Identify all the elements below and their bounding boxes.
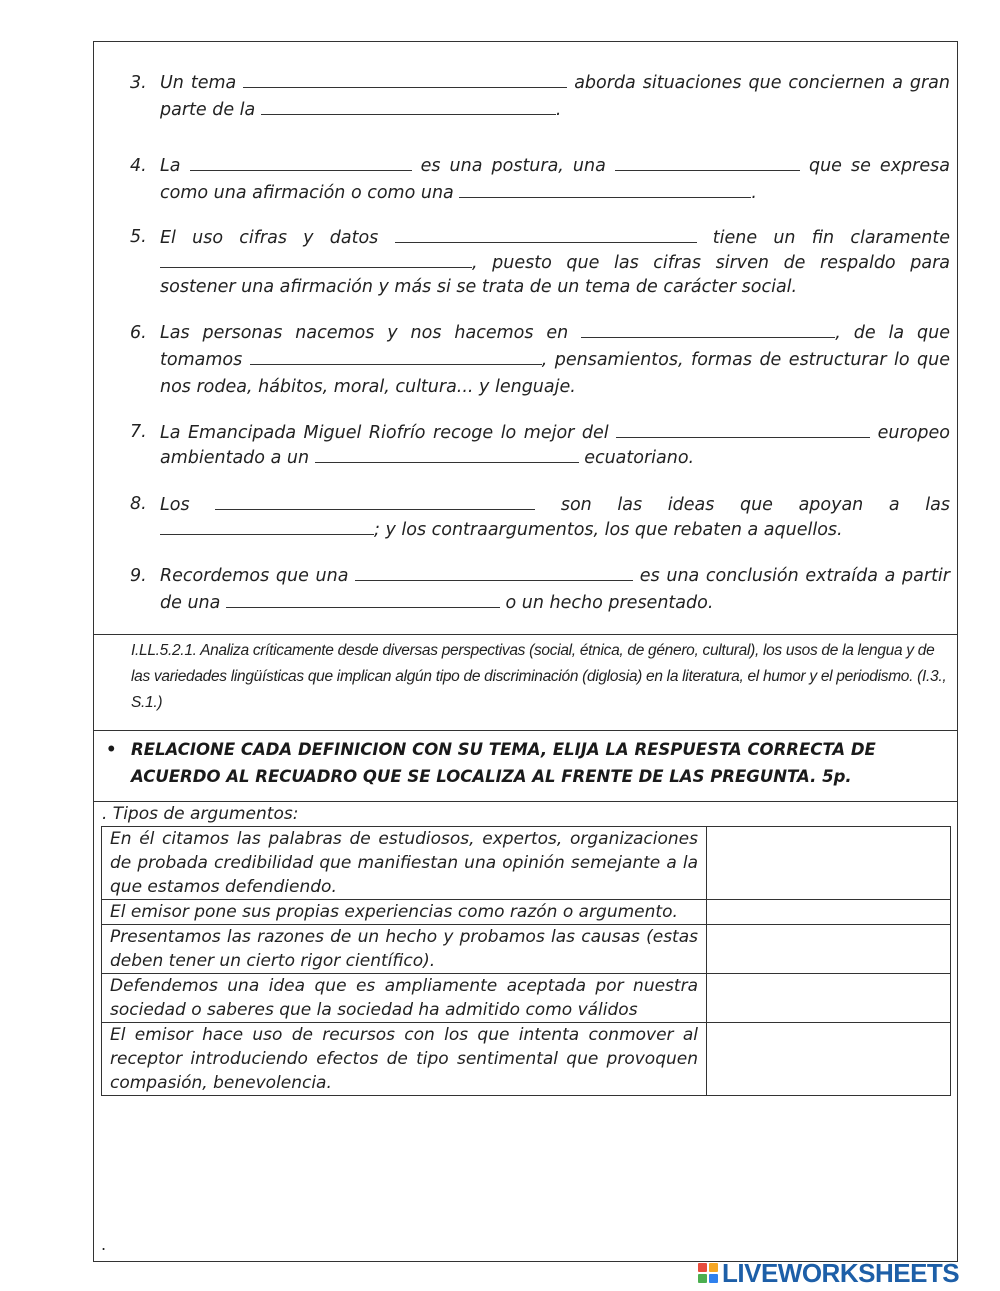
section-divider [94,730,957,731]
question-7 [130,420,950,470]
answer-blank[interactable] [315,445,579,463]
question-number: 8. [130,494,147,514]
question-6 [130,320,950,401]
table-row [102,827,951,900]
answer-blank[interactable] [261,97,556,115]
question-text: . [555,100,562,120]
section-divider [94,801,957,802]
question-text: , de la que tomamos [160,323,950,370]
question-text: . [751,183,757,203]
question-text: tiene un fin claramente [712,228,950,248]
question-text: que se expresa como una afirmación o como una [160,156,950,203]
worksheet-frame [93,41,958,1262]
section-divider [94,634,957,635]
question-text: es una postura, una [420,156,606,176]
question-text: La Emancipada Miguel Riofrío recoge lo mejor del [160,423,609,443]
answer-blank[interactable] [395,225,697,243]
answer-blank[interactable] [160,250,472,268]
question-text: La [160,156,181,176]
answer-blank[interactable] [190,153,412,171]
question-9 [130,563,950,617]
question-text: Las personas nacemos y nos hacemos en [160,323,569,343]
logo-tiles-icon [698,1263,718,1283]
definition-cell: Defendemos una idea que es ampliamente aceptada por nuestra sociedad o saberes que la sociedad ha admitido como válidos [102,974,707,1023]
table-title: . Tipos de argumentos: [102,804,299,824]
answer-cell[interactable] [707,900,951,925]
answer-blank[interactable] [215,492,535,510]
table-row [102,925,951,974]
answer-blank[interactable] [226,590,500,608]
question-text: Recordemos que una [160,566,349,586]
question-text: Los [160,495,190,515]
question-number: 3. [130,73,147,93]
question-text: El uso cifras y datos [160,228,379,248]
instruction [104,736,944,790]
question-text: es una conclusión extraída a partir de una [160,566,950,613]
answer-blank[interactable] [160,517,374,535]
question-number: 7. [130,422,147,442]
definition-cell: Presentamos las razones de un hecho y probamos las causas (estas deben tener un cierto rigor científico). [102,925,707,974]
answer-cell[interactable] [707,925,951,974]
question-number: 4. [130,156,147,176]
bullet-icon: • [106,740,117,759]
question-8 [130,492,950,542]
answer-cell[interactable] [707,1023,951,1096]
answer-blank[interactable] [459,180,751,198]
answer-blank[interactable] [615,153,800,171]
table-row [102,1023,951,1096]
liveworksheets-logo[interactable] [698,1259,994,1287]
answer-cell[interactable] [707,827,951,900]
answer-blank[interactable] [250,347,542,365]
answer-blank[interactable] [616,420,870,438]
brand-name: LIVEWORKSHEETS [722,1258,960,1288]
answer-blank[interactable] [243,70,567,88]
instruction-text: RELACIONE CADA DEFINICION CON SU TEMA, ELIJA LA RESPUESTA CORRECTA DE ACUERDO AL RECUADRO QUE SE LOCALIZA AL FRENTE DE LAS PREGUNTA. 5p. [131,740,876,786]
answer-cell[interactable] [707,974,951,1023]
definition-cell: El emisor hace uso de recursos con los que intenta conmover al receptor introduciendo efectos de tipo sentimental que provoquen compasión, benevolencia. [102,1023,707,1096]
question-text: Un tema [160,73,237,93]
question-text: europeo ambientado a un [160,423,950,468]
definition-cell: El emisor pone sus propias experiencias como razón o argumento. [102,900,707,925]
arguments-table [101,826,951,1096]
question-3 [130,70,950,124]
question-text: , puesto que las cifras sirven de respaldo para sostener una afirmación y más si se trata de un tema de carácter social. [160,253,950,297]
answer-blank[interactable] [581,320,835,338]
skill-indicator: I.LL.5.2.1. Analiza críticamente desde diversas perspectivas (social, étnica, de género, cultural), los usos de la lengua y de las variedades lingüísticas que implican algún tipo de discriminación (diglosia) en la literatura, el humor y el periodismo. (I.3., S.1.) [131,642,947,711]
question-text: o un hecho presentado. [505,593,714,613]
definition-cell: En él citamos las palabras de estudiosos, expertos, organizaciones de probada credibilidad que manifiestan una opinión semejante a la que estamos defendiendo. [102,827,707,900]
question-number: 9. [130,566,147,586]
question-text: ; y los contraargumentos, los que rebaten a aquellos. [374,520,843,540]
question-5 [130,225,950,299]
question-text: aborda situaciones que conciernen a gran parte de la [160,73,950,120]
question-text: ecuatoriano. [584,448,695,468]
question-text: son las ideas que apoyan a las [560,495,950,515]
table-row [102,900,951,925]
question-4 [130,153,950,207]
question-number: 5. [130,227,147,247]
footer-dot: . [101,1235,107,1254]
question-number: 6. [130,323,147,343]
answer-blank[interactable] [355,563,633,581]
table-row [102,974,951,1023]
question-text: , pensamientos, formas de estructurar lo que nos rodea, hábitos, moral, cultura... y lenguaje. [160,350,950,397]
